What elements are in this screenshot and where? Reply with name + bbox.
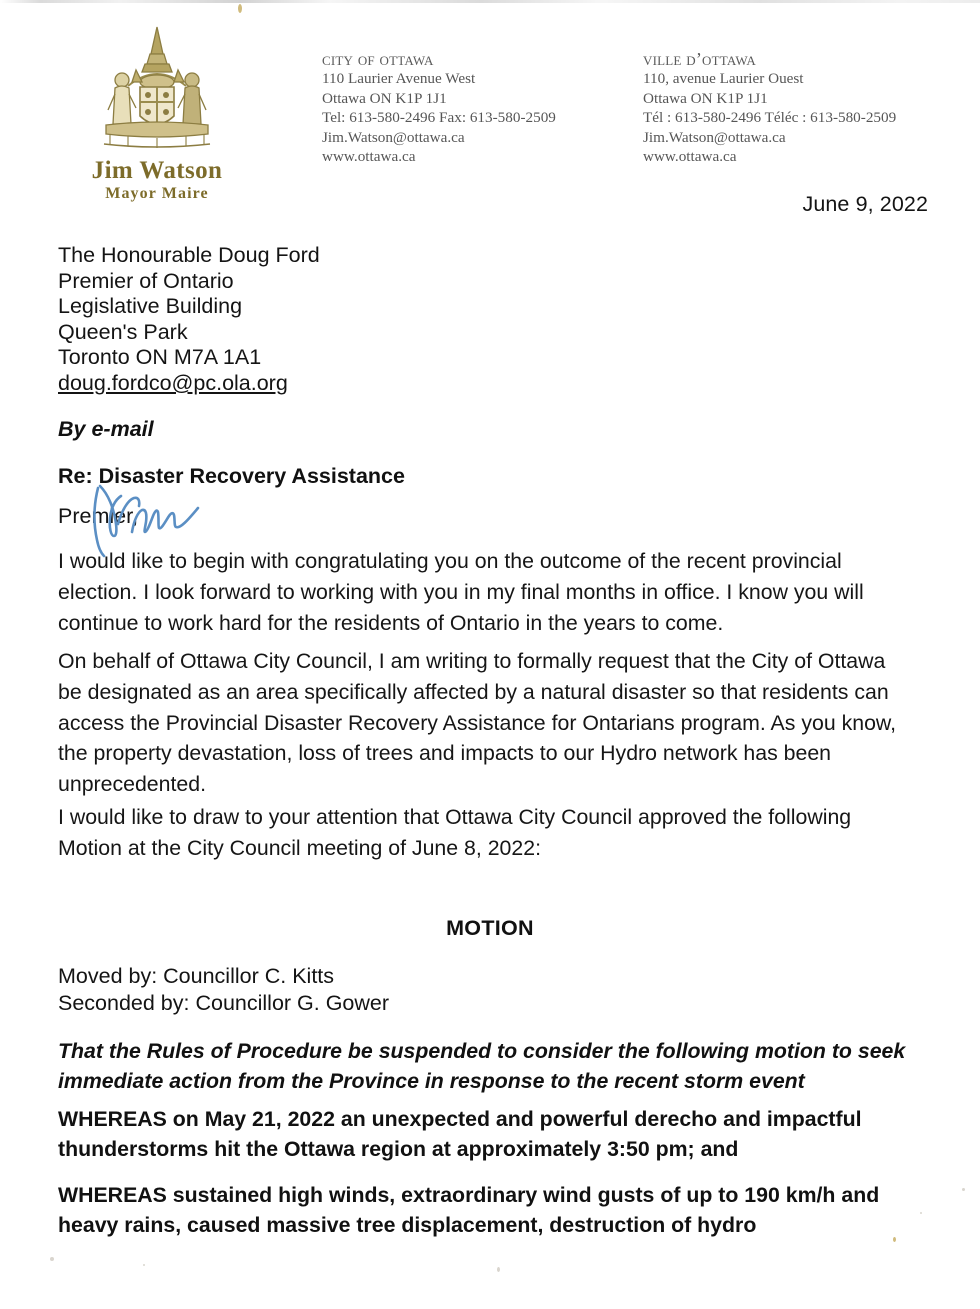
letterhead-org-en: city of ottawa bbox=[322, 49, 434, 69]
scan-speck bbox=[920, 1212, 922, 1214]
subject-line: Re: Disaster Recovery Assistance bbox=[58, 464, 405, 488]
recipient-address-block bbox=[58, 243, 320, 397]
recipient-email-link[interactable]: doug.fordco@pc.ola.org bbox=[58, 370, 288, 395]
scan-speck bbox=[497, 1267, 500, 1272]
delivery-notice: By e-mail bbox=[58, 417, 154, 441]
letterhead-french-block bbox=[643, 50, 896, 166]
motion-moved-by: Moved by: Councillor C. Kitts bbox=[58, 964, 335, 988]
letterhead-city-en: Ottawa ON K1P 1J1 bbox=[322, 89, 447, 107]
recipient-name: The Honourable Doug Ford bbox=[58, 243, 320, 267]
letterhead-web-fr: www.ottawa.ca bbox=[643, 148, 737, 166]
letterhead-phone-en: Tel: 613-580-2496 Fax: 613-580-2509 bbox=[322, 109, 556, 127]
scan-speck bbox=[143, 1264, 145, 1266]
letterhead-org-fr: ville d’ottawa bbox=[643, 49, 757, 69]
letterhead-crest-block bbox=[52, 24, 262, 203]
recipient-city-postal: Toronto ON M7A 1A1 bbox=[58, 345, 262, 370]
scan-speck bbox=[238, 4, 242, 13]
scan-speck bbox=[50, 1257, 54, 1261]
recipient-building: Legislative Building bbox=[58, 294, 243, 319]
recipient-title: Premier of Ontario bbox=[58, 268, 234, 293]
salutation: Premier, bbox=[58, 504, 139, 528]
letterhead-phone-fr: Tél : 613-580-2496 Téléc : 613-580-2509 bbox=[643, 109, 897, 127]
letterhead-english-block bbox=[322, 50, 556, 166]
letterhead-street-fr: 110, avenue Laurier Ouest bbox=[643, 70, 804, 88]
motion-movers bbox=[58, 963, 389, 1016]
ottawa-coat-of-arms-icon bbox=[98, 24, 216, 152]
letterhead-web-en: www.ottawa.ca bbox=[322, 148, 416, 166]
letter-date: June 9, 2022 bbox=[802, 192, 928, 216]
body-paragraph-2: On behalf of Ottawa City Council, I am writing to formally request that the City of Ottawa be designated as an area specifically affected by a natural disaster so that residents can access the Provincial Disaster Recovery Assistance for Ontarians program. As you know, the property devastation, loss of trees and impacts to our Hydro network has been unprecedented. bbox=[58, 649, 897, 797]
mayor-title: Mayor Maire bbox=[105, 185, 209, 203]
motion-whereas-1: WHEREAS on May 21, 2022 an unexpected and powerful derecho and impactful thunderstorms hit the Ottawa region at approximately 3:50 pm; and bbox=[58, 1107, 862, 1161]
scan-edge-artifact bbox=[0, 0, 980, 3]
body-paragraph-3: I would like to draw to your attention that Ottawa City Council approved the following Motion at the City Council meeting of June 8, 2022: bbox=[58, 805, 852, 860]
letterhead-email-en: Jim.Watson@ottawa.ca bbox=[322, 128, 465, 146]
motion-preamble: That the Rules of Procedure be suspended to consider the following motion to seek immediate action from the Province in response to the recent storm event bbox=[58, 1039, 906, 1093]
letterhead-street-en: 110 Laurier Avenue West bbox=[322, 70, 476, 88]
mayor-name: Jim Watson bbox=[91, 157, 223, 184]
letterhead-email-fr: Jim.Watson@ottawa.ca bbox=[643, 128, 786, 146]
scan-speck bbox=[962, 1188, 965, 1191]
recipient-location: Queen's Park bbox=[58, 319, 188, 344]
motion-seconded-by: Seconded by: Councillor G. Gower bbox=[58, 990, 390, 1015]
body-paragraph-1: I would like to begin with congratulating you on the outcome of the recent provincial election. I look forward to working with you in my final months in office. I know you will continue to work hard for the residents of Ontario in the years to come. bbox=[58, 549, 864, 635]
scan-speck bbox=[893, 1237, 896, 1242]
motion-heading: MOTION bbox=[446, 916, 534, 940]
motion-whereas-2: WHEREAS sustained high winds, extraordinary wind gusts of up to 190 km/h and heavy rains, caused massive tree displacement, destruction of hydro bbox=[58, 1183, 880, 1237]
letterhead-city-fr: Ottawa ON K1P 1J1 bbox=[643, 89, 768, 107]
